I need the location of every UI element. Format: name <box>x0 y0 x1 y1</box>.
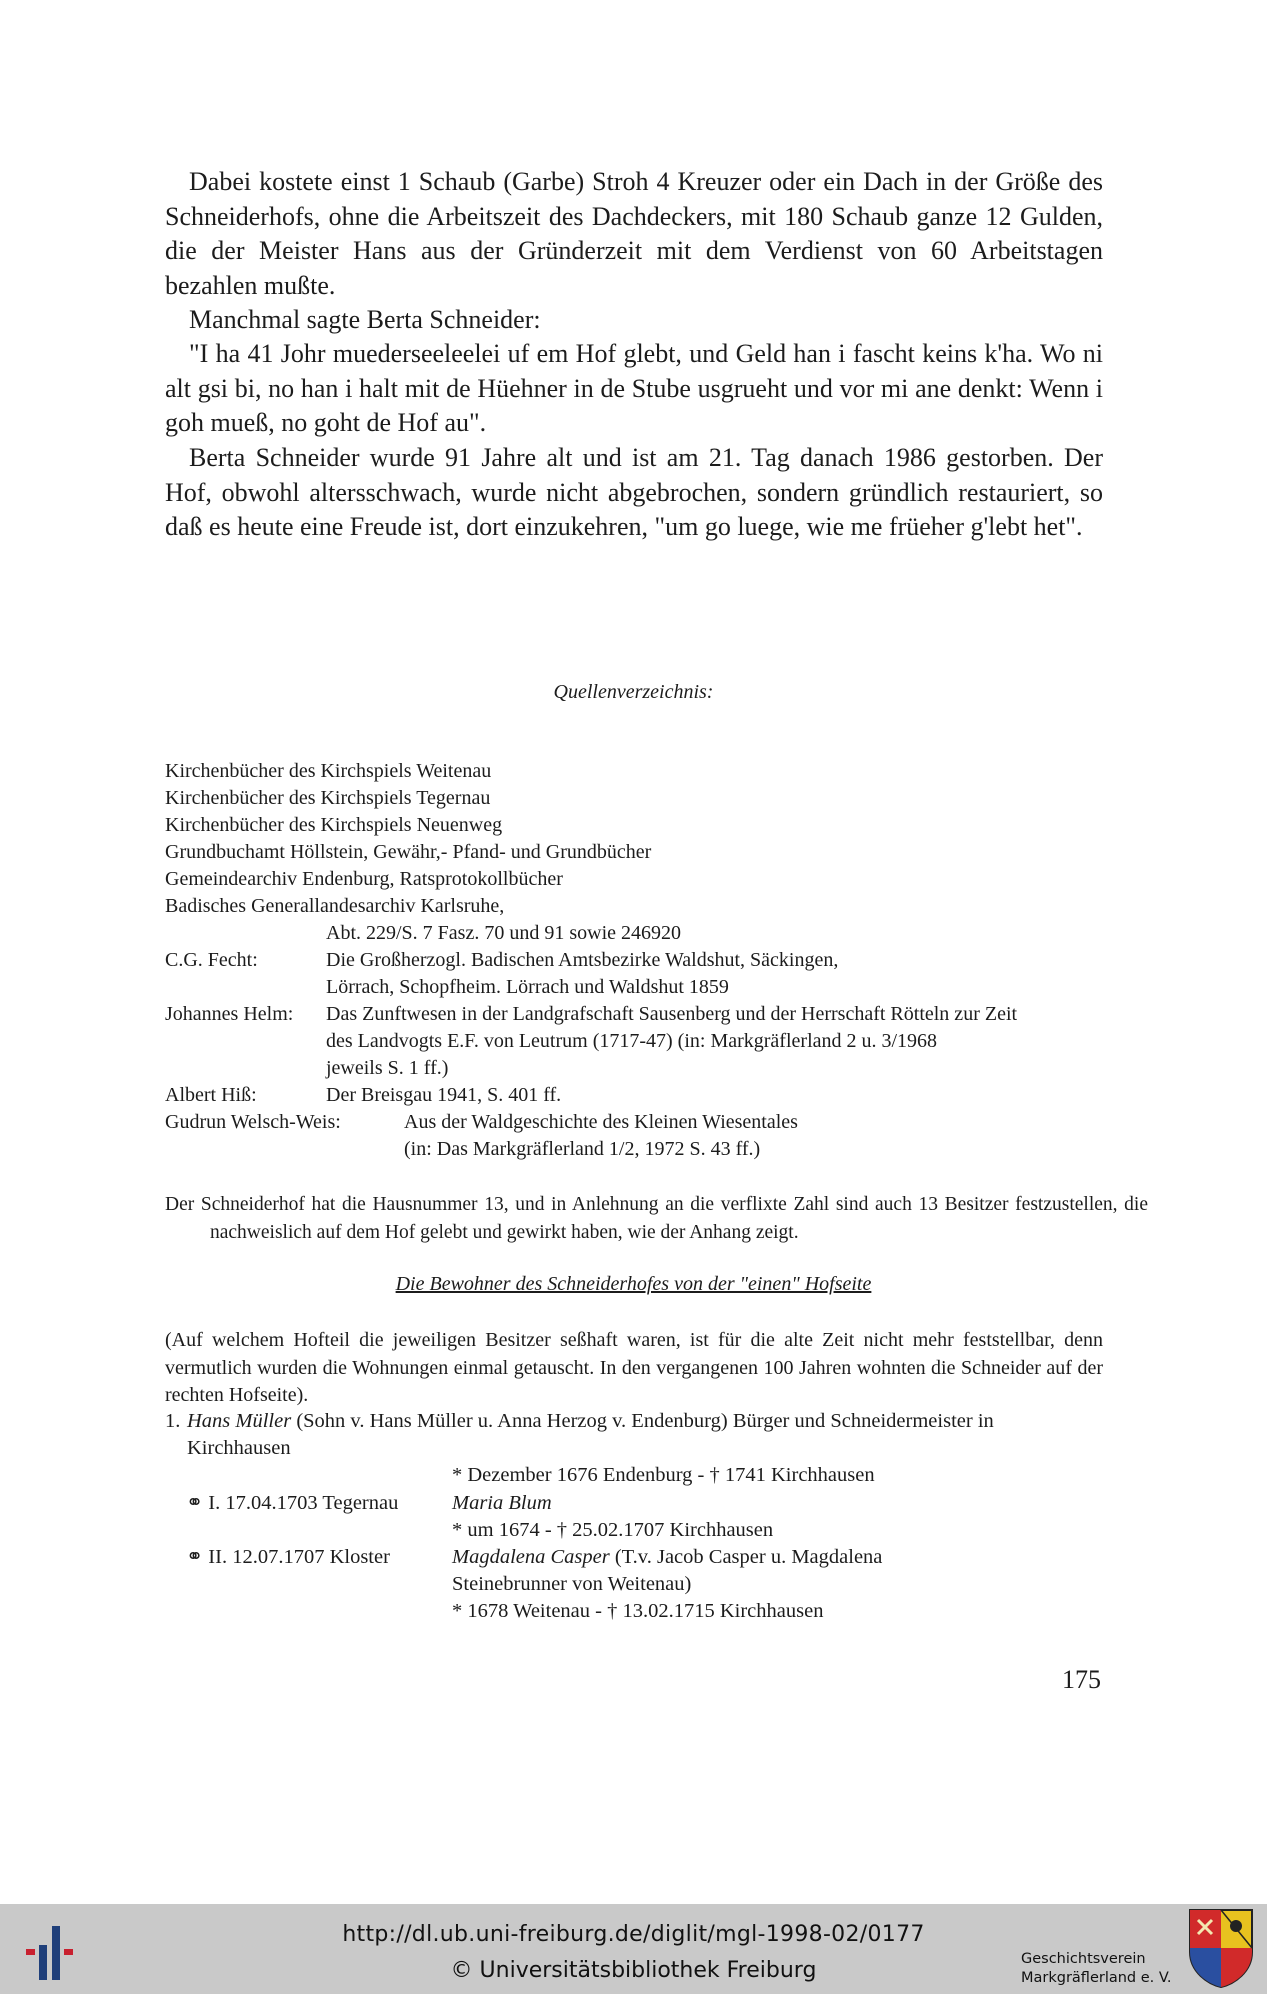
spouse-line <box>452 1544 882 1571</box>
source-line: Grundbuchamt Höllstein, Gewähr,- Pfand- und Grundbücher <box>165 841 652 863</box>
society-name-line-2: Markgräflerland e. V. <box>1021 1970 1172 1986</box>
spouse-description: Steinebrunner von Weitenau) <box>452 1573 692 1595</box>
spouse-dates: * um 1674 - † 25.02.1707 Kirchhausen <box>452 1519 774 1541</box>
source-title: Lörrach, Schopfheim. Lörrach und Waldshut 1859 <box>326 976 729 998</box>
spouse-description: (T.v. Jacob Casper u. Magdalena <box>609 1546 883 1568</box>
entry-number: 1. <box>165 1410 181 1432</box>
source-author: Johannes Helm: <box>165 1003 294 1025</box>
source-line: Badisches Generallandesarchiv Karlsruhe, <box>165 895 505 917</box>
residents-intro: (Auf welchem Hofteil die jeweiligen Besitzer seßhaft waren, ist für die alte Zeit nicht mehr feststellbar, denn vermutlich wurden die Wohnungen einmal getauscht. In den vergangenen 100 Jahren wohnten die Schneider auf der rechten Hofseite). <box>165 1329 1103 1406</box>
resident-name: Hans Müller <box>187 1410 292 1432</box>
source-author: C.G. Fecht: <box>165 949 258 971</box>
source-line: Kirchenbücher des Kirchspiels Tegernau <box>165 787 491 809</box>
paragraph-1: Dabei kostete einst 1 Schaub (Garbe) Stroh 4 Kreuzer oder ein Dach in der Größe des Schneiderhofs, ohne die Arbeitszeit des Dachdeckers, mit 180 Schaub ganze 12 Gulden, die der Meister Hans aus der Gründerzeit mit dem Verdienst von 60 Arbeitstagen bezahlen mußte. <box>165 167 1103 300</box>
house-number-note: Der Schneiderhof hat die Hausnummer 13, und in Anlehnung an die verflixte Zahl sind auch 13 Besitzer festzustellen, die nachweislich auf dem Hof gelebt und gewirkt haben, wie der Anhang zeigt. <box>165 1194 1148 1243</box>
document-url[interactable]: http://dl.ub.uni-freiburg.de/diglit/mgl-1998-02/0177 <box>342 1922 925 1947</box>
source-line: Kirchenbücher des Kirchspiels Neuenweg <box>165 814 503 836</box>
source-author: Albert Hiß: <box>165 1084 257 1106</box>
marriage-2: ⚭ II. 12.07.1707 Kloster <box>186 1546 390 1568</box>
source-line: Kirchenbücher des Kirchspiels Weitenau <box>165 760 492 782</box>
source-detail: Abt. 229/S. 7 Fasz. 70 und 91 sowie 246920 <box>326 922 681 944</box>
residents-heading: Die Bewohner des Schneiderhofes von der "einen" Hofseite <box>395 1273 872 1295</box>
source-title: Der Breisgau 1941, S. 401 ff. <box>326 1084 562 1106</box>
source-title: Die Großherzogl. Badischen Amtsbezirke Waldshut, Säckingen, <box>326 949 839 971</box>
society-name-line-1: Geschichtsverein <box>1021 1951 1146 1967</box>
copyright-notice: © Universitätsbibliothek Freiburg <box>450 1958 817 1983</box>
page-number: 175 <box>1062 1665 1101 1694</box>
spouse-name: Maria Blum <box>452 1492 552 1514</box>
spouse-dates: * 1678 Weitenau - † 13.02.1715 Kirchhausen <box>452 1600 824 1622</box>
paragraph-4: Berta Schneider wurde 91 Jahre alt und ist am 21. Tag danach 1986 gestorben. Der Hof, obwohl altersschwach, wurde nicht abgebrochen, sondern gründlich restauriert, so daß es heute eine Freude ist, dort einzukehren, "um go luege, wie me früeher g'lebt het". <box>165 443 1103 541</box>
society-name <box>1021 1950 1172 1988</box>
sources-heading: Quellenverzeichnis: <box>553 681 714 703</box>
source-author: Gudrun Welsch-Weis: <box>165 1111 341 1133</box>
source-title: (in: Das Markgräflerland 1/2, 1972 S. 43 ff.) <box>404 1138 761 1160</box>
paragraph-2: Manchmal sagte Berta Schneider: <box>189 305 541 334</box>
entry-head <box>187 1408 994 1435</box>
paragraph-3: "I ha 41 Johr muederseeleelei uf em Hof glebt, und Geld han i fascht keins k'ha. Wo ni alt gsi bi, no han i halt mit de Hüehner in de Stube usgrueht und vor mi ane denkt: Wenn i goh mueß, no goht de Hof au". <box>165 339 1103 437</box>
coat-of-arms-icon <box>1188 1908 1254 1988</box>
spouse-name: Magdalena Casper <box>452 1546 610 1568</box>
source-line: Gemeindearchiv Endenburg, Ratsprotokollbücher <box>165 868 563 890</box>
resident-description: (Sohn v. Hans Müller u. Anna Herzog v. Endenburg) Bürger und Schneidermeister in <box>291 1410 994 1432</box>
resident-place: Kirchhausen <box>187 1437 291 1459</box>
source-title: Aus der Waldgeschichte des Kleinen Wiesentales <box>404 1111 798 1133</box>
source-title: Das Zunftwesen in der Landgrafschaft Sausenberg und der Herrschaft Rötteln zur Zeit <box>326 1003 1018 1025</box>
marriage-1: ⚭ I. 17.04.1703 Tegernau <box>186 1492 399 1514</box>
source-title: jeweils S. 1 ff.) <box>326 1057 449 1079</box>
footer-bar <box>0 1904 1267 1994</box>
source-title: des Landvogts E.F. von Leutrum (1717-47) (in: Markgräflerland 2 u. 3/1968 <box>326 1030 938 1052</box>
resident-birth: * Dezember 1676 Endenburg - † 1741 Kirchhausen <box>452 1464 875 1486</box>
